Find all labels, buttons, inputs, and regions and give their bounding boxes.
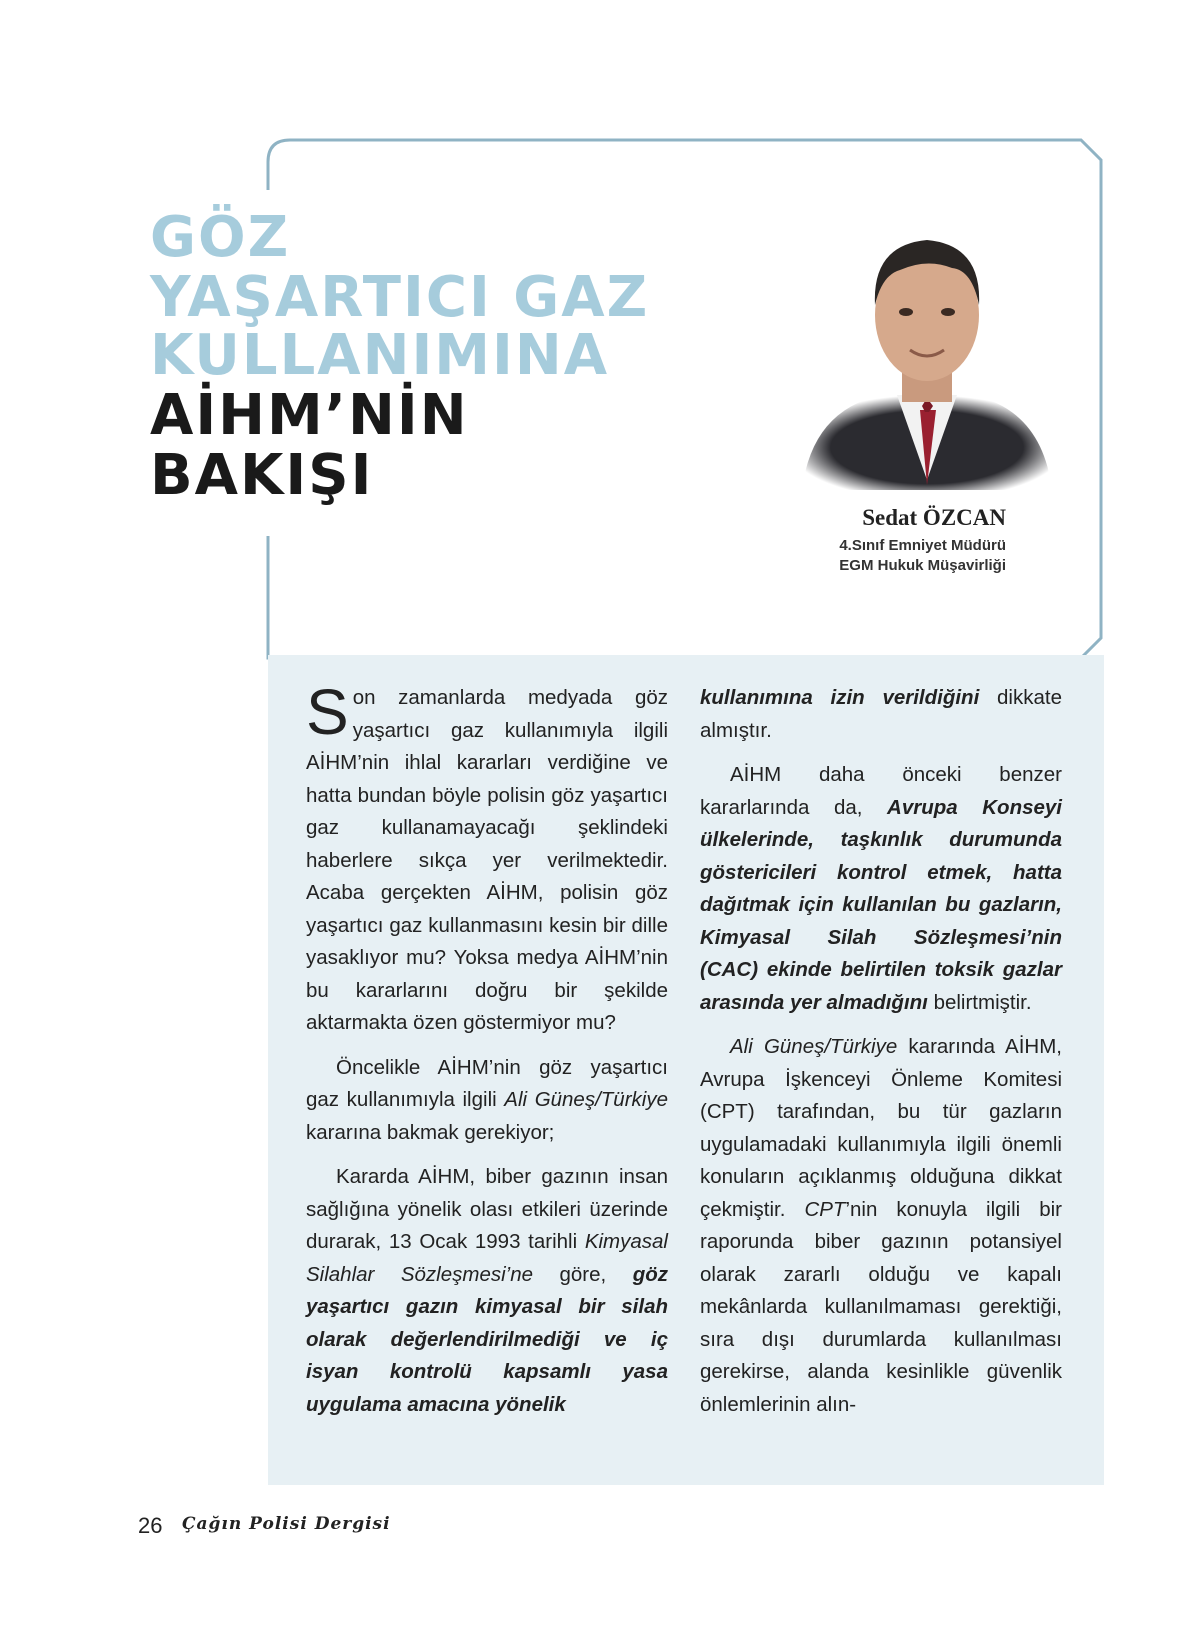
page-number: 26 <box>138 1513 163 1538</box>
paragraph-text: göre, <box>533 1262 633 1286</box>
magazine-name: Çağın Polisi Dergisi <box>182 1514 391 1534</box>
paragraph <box>700 682 1062 747</box>
paragraph <box>700 1031 1062 1421</box>
case-name: Ali Güneş/Türkiye <box>730 1035 898 1058</box>
paragraph <box>306 1161 668 1421</box>
paragraph <box>306 676 668 1040</box>
title-line-2: YAŞARTICI GAZ <box>150 265 650 330</box>
title-line-4: AİHM’NİN <box>150 383 469 448</box>
drop-cap: S <box>306 676 349 748</box>
author-unit: EGM Hukuk Müşavirliği <box>839 557 1006 574</box>
title-line-3: KULLANIMINA <box>150 323 610 388</box>
paragraph <box>306 1052 668 1150</box>
emphasis-text: kullanımına izin verildiğini <box>700 686 980 709</box>
emphasis-text: Avrupa Konseyi ülkelerinde, taşkınlık durumunda göstericileri kontrol etmek, hatta dağıtmak için kullanılan bu gazların, Kimyasal Silah Sözleşmesi’nin (CAC) ekinde belirtilen toksik gazlar arasında yer almadığını <box>700 795 1062 1014</box>
paragraph <box>700 759 1062 1019</box>
convention-name: Kimyasal Silahlar Sözleşmesi’ne <box>306 1230 668 1286</box>
title-line-5: BAKIŞI <box>150 443 374 508</box>
paragraph-text: AİHM daha önceki benzer kararlarında da, <box>700 763 1062 819</box>
paragraph-text: belirtmiştir. <box>927 990 1032 1014</box>
author-name: Sedat ÖZCAN <box>862 505 1006 530</box>
paragraph-text: ’nin konuyla ilgili bir raporunda biber gazının potansiyel olarak zararlı olduğu ve kapalı mekânlarda kullanılmaması gerektiği, sıra dışı durumlarda kullanılması gerekirse, alanda kesinlikle güvenlik önlemlerinin alın- <box>700 1197 1062 1416</box>
case-name: Ali Güneş/Türkiye <box>504 1088 668 1111</box>
paragraph-text: kararına bakmak gerekiyor; <box>306 1120 555 1144</box>
paragraph-text: kararında AİHM, Avrupa İşkenceyi Önleme Komitesi (CPT) tarafından, bu tür gazların uygulamadaki kullanımıyla ilgili önemli konuların açıklanmış olduğuna dikkat çekmiştir. <box>700 1035 1062 1221</box>
emphasis-text: göz yaşartıcı gazın kimyasal bir silah olarak değerlendirilmediği ve iç isyan kontrolü kapsamlı yasa uygulama amacına yönelik <box>306 1262 668 1416</box>
paragraph-text: Öncelikle AİHM’nin göz yaşartıcı gaz kullanımıyla ilgili <box>306 1055 668 1111</box>
paragraph-text: on zamanlarda medyada göz yaşartıcı gaz kullanımıyla ilgili AİHM’nin ihlal kararları verdiğine ve hatta bundan böyle polisin göz yaşartıcı gaz kullanamayacağı şeklindeki haberlere sıkça yer verilmektedir. Acaba gerçekten AİHM, polisin göz yaşartıcı gaz kullanmasını kesin bir dille yasaklıyor mu? Yoksa medya AİHM’nin bu kararlarını doğru bir şekilde aktarmakta özen göstermiyor mu? <box>306 686 668 1034</box>
paragraph-text: dikkate almıştır. <box>700 686 1062 742</box>
committee-abbr: CPT <box>804 1197 846 1221</box>
article-column-left <box>306 676 668 1433</box>
author-rank: 4.Sınıf Emniyet Müdürü <box>839 537 1006 554</box>
paragraph-text: Kararda AİHM, biber gazının insan sağlığına yönelik olası etkileri üzerinde durarak, 13 Ocak 1993 tarihli <box>306 1165 668 1253</box>
author-portrait <box>802 210 1052 490</box>
article-column-right <box>700 682 1062 1433</box>
title-line-1: GÖZ <box>150 205 291 270</box>
